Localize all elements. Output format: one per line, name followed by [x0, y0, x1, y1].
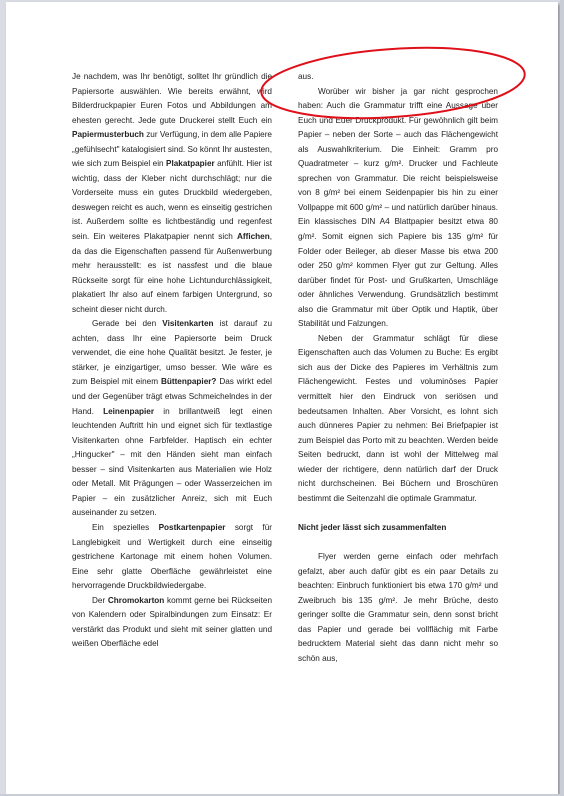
bold-term: Plakatpapier — [165, 159, 215, 169]
bold-term: Chromokarton — [107, 595, 165, 605]
paragraph-text: Flyer werden gerne einfach oder mehrfach gefalzt, aber auch dafür gibt es ein paar Details zu beachten: Einbruch funktioniert bis etwa 170 g/m² und Zweibruch bis 135 g/m². Je mehr Brüche, desto geringer sollte die Grammatur sein, denn sonst bricht das Papier und gerade bei vollflächig mit Farbe bedrucktem Material sieht das dann nicht mehr so schön aus, — [298, 552, 498, 663]
bold-term: Büttenpapier? — [160, 377, 217, 387]
paragraph — [72, 317, 272, 521]
paragraph-text: Neben der Grammatur schlägt für diese Eigenschaften auch das Volumen zu Buche: Es ergibt sich aus der Dicke des Papieres im Verhältnis zum Flächengewicht. Festes und voluminöses Papier vermittelt hier den Eindruck von seriösen und bedeutsamen Inhalten. Aber Vorsicht, es lohnt sich auch dünneres Papier zu nehmen: Bei Briefpapier ist zum Beispiel das Porto mit zu beachten. Werden beide Seiten bedruckt, dann ist wohl der Mittelweg mal wieder der richtigere, denn natürlich darf der Druck nicht durchscheinen. Bei Büchern und Broschüren bestimmt die Seitenzahl die optimale Grammatur. — [298, 333, 498, 503]
paragraph — [72, 521, 272, 594]
spacer — [298, 536, 498, 551]
section-heading: Nicht jeder lässt sich zusammenfalten — [298, 522, 447, 532]
paragraph-text: Je nachdem, was Ihr benötigt, solltet Ihr gründlich die Papiersorte auswählen. Wie bereits erwähnt, wird Bilderdruckpapier Euren Fotos und Abbildungen am ehesten gerecht. Jede gute Druckerei stellt Euch ein — [72, 72, 272, 125]
paragraph — [72, 70, 272, 317]
paragraph — [298, 85, 498, 332]
paragraph-text: in brillantweiß legt einen leuchtenden Auftritt hin und eignet sich für textlastige Visitenkarten ohne Farbfelder. Haptisch ein echter „Hingucker" – mit den Händen sieht man einfach besser – sind Visitenkarten aus Materialien wie Holz oder Metall. Mit Prägungen – oder Wasserzeichen im Papier – ein zusätzlicher Anreiz, sich mit Euch auseinander zu setzen. — [72, 406, 272, 518]
continuation-text: aus. — [298, 72, 314, 81]
bold-term: Visitenkarten — [162, 319, 214, 329]
paragraph-text: Worüber wir bisher ja gar nicht gesprochen haben: Auch die Grammatur trifft eine Aussage über Euch und Euer Druckprodukt. Für gewöhnlich gilt beim Papier – neben der Sorte – auch das Flächengewicht als Auswahlkriterium. Die Einheit: Gramm pro Quadratmeter – kurz g/m². Drucker und Fachleute sprechen von Grammatur. Die reicht beispielsweise von 8 g/m² bei einem Seidenpapier bis hin zu einer Vollpappe mit 600 g/m² – und natürlich darüber hinaus. Ein klassisches DIN A4 Blattpapier besitzt etwa 80 g/m². Somit eignen sich Papiere bis 135 g/m² für Folder oder Beileger, ab dieser Masse bis etwa 200 oder 250 g/m² kommen Flyer gut zur Geltung. Alles darüber findet für Post- und Grußkarten, Umschläge oder ähnliches Verwendung. Grundsätzlich bestimmt also die Grammatur mit über Optik und Haptik, über Stabilität und Falzungen. — [298, 86, 498, 329]
right-column-section — [298, 550, 498, 666]
spacer — [298, 506, 498, 521]
paragraph-text: sorgt für Langlebigkeit und Wertigkeit durch eine einseitig gestrichene Kartonage mit einem hohen Volumen. Eine sehr glatte Oberfläche gewährleistet eine hervorragende Druckbildwiedergabe. — [72, 522, 272, 591]
right-column — [298, 70, 498, 666]
paragraph — [298, 332, 498, 507]
bold-term: Papiermusterbuch — [72, 130, 144, 140]
paragraph-text: anfühlt. Hier ist wichtig, dass der Kleber nicht durchschlägt; nur die Vorderseite muss ein gutes Druckbild wiedergeben, deswegen reicht es auch, wenn es einseitig gestrichen ist. Außerdem sollte es lichtbeständig und regenfest sein. Ein weiteres Plakatpapier nennt sich — [72, 159, 272, 242]
paragraph — [72, 594, 272, 652]
paragraph-text: Gerade bei den — [92, 319, 163, 329]
bold-term: Affichen — [236, 232, 270, 242]
document-page — [6, 2, 558, 794]
left-column — [72, 70, 272, 652]
paragraph — [298, 550, 498, 666]
scrollbar-vertical[interactable] — [560, 0, 564, 796]
right-column-body — [298, 85, 498, 507]
paragraph-text: zur Verfügung, in dem alle Papiere „gefühlsecht" katalogisiert sind. So könnt Ihr austesten, wie sich zum Beispiel ein — [72, 130, 272, 169]
paragraph-text: ist darauf zu achten, dass Ihr eine Papiersorte beim Druck verwendet, die eine hohe Qualität besitzt. Je fester, je stärker, je einzigartiger, umso besser. Wie wäre es zum Beispiel mit einem — [72, 319, 272, 387]
paragraph-text: Das wirkt edel und der Gegenüber trägt etwas Schmeichelndes in der Hand. — [72, 377, 272, 416]
paragraph-text: Ein spezielles — [92, 522, 159, 532]
paragraph-text: kommt gerne bei Rückseiten von Kalendern oder Spiralbindungen zum Einsatz: Er verstärkt das Produkt und sieht mit seiner glatten und weißen Oberfläche edel — [72, 595, 273, 649]
bold-term: Leinenpapier — [103, 406, 155, 416]
paragraph-text: Der — [92, 595, 108, 605]
paragraph-text: , da das die Eigenschaften passend für Außenwerbung mehr herausstellt: es ist nassfest und die blaue Rückseite sorgt für eine hohe Lichtundurchlässigkeit, plakatiert Ihr also auf einem farbigen Untergrund, so scheint dieser nicht durch. — [72, 232, 272, 314]
bold-term: Postkartenpapier — [158, 522, 226, 532]
